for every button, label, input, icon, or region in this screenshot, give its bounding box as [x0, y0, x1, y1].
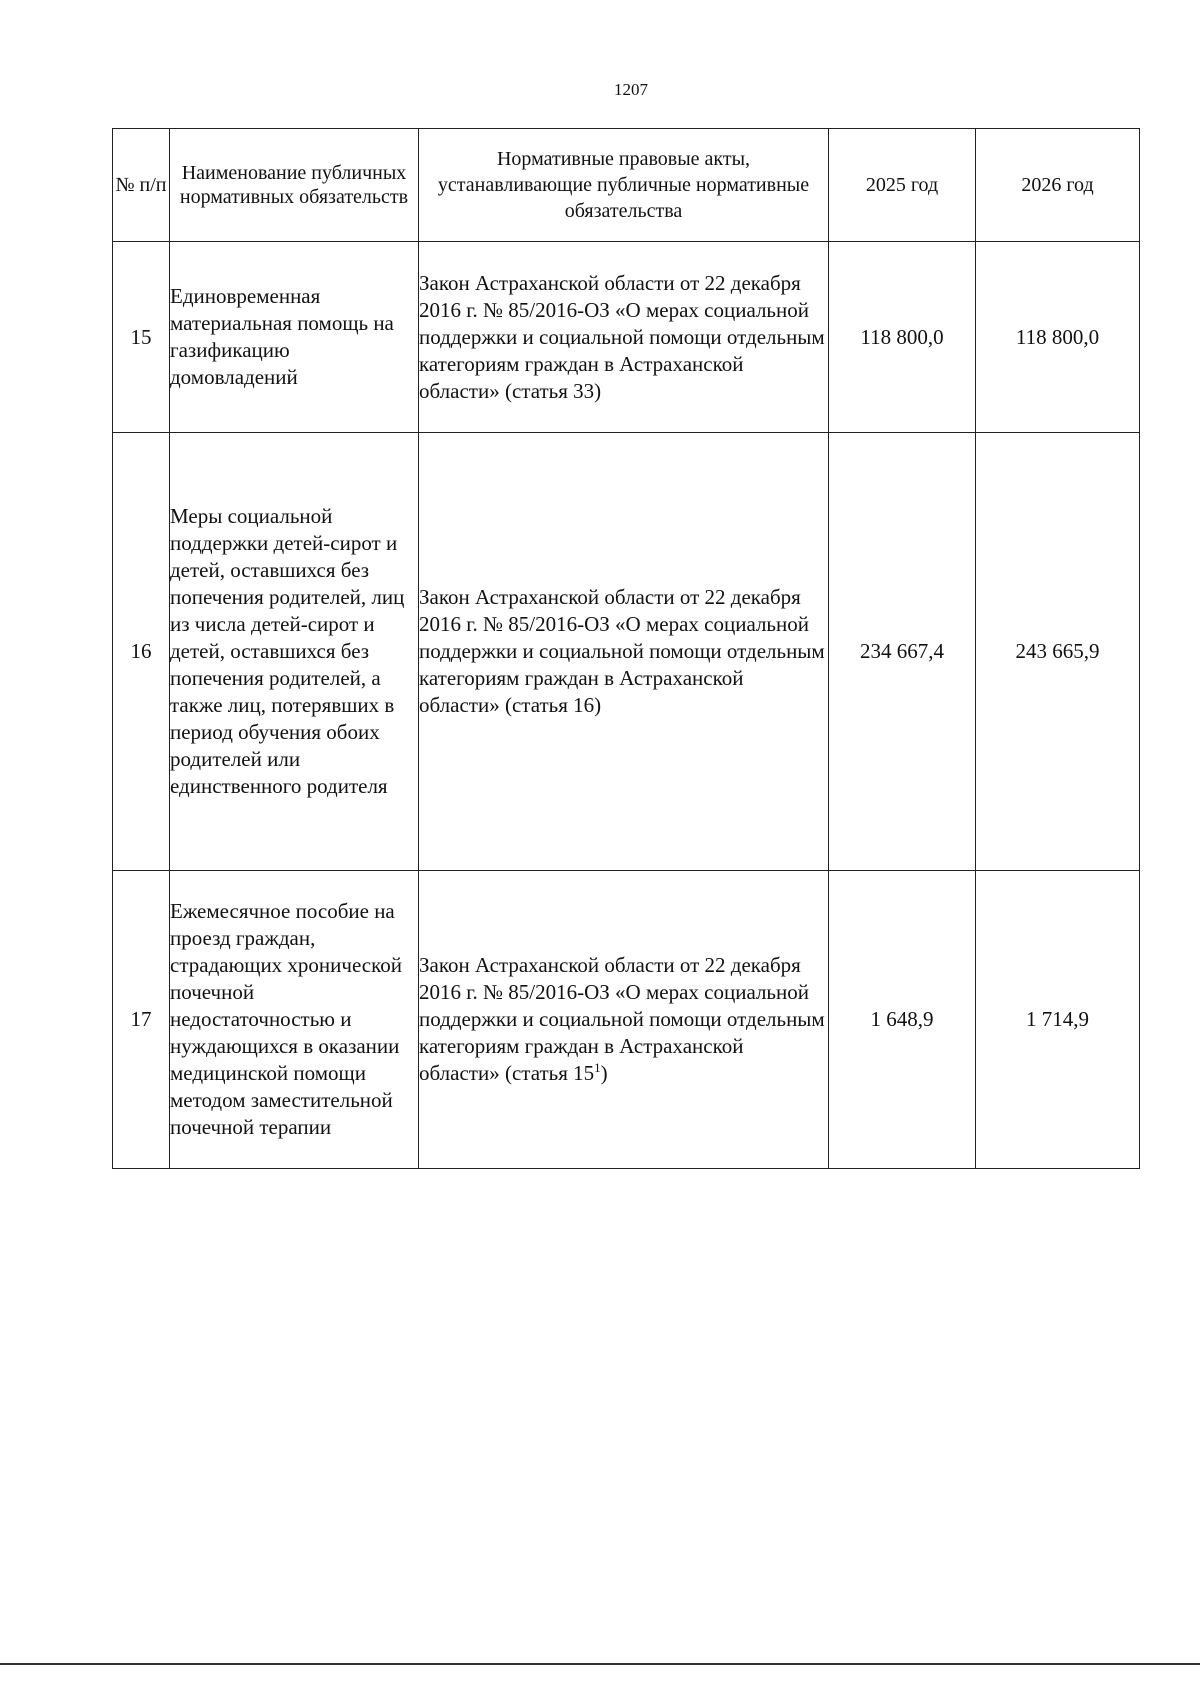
header-obligation-name: Наименование публичных нормативных обязательств	[170, 129, 419, 242]
obligation-name: Ежемесячное пособие на проезд граждан, страдающих хронической почечной недостаточностью и нуждающихся в оказании медицинской помощи методом заместительной почечной терапии	[170, 871, 419, 1169]
table-row	[113, 433, 1140, 871]
legal-act-text: Закон Астраханской области от 22 декабря 2016 г. № 85/2016-ОЗ «О мерах социальной поддержки и социальной помощи отдельным категориям граждан в Астраханской области» (статья 15	[419, 953, 825, 1085]
table-header-row	[113, 129, 1140, 242]
legal-act	[419, 433, 829, 871]
legal-act-close: )	[600, 1061, 608, 1085]
legal-act-superscript: 1	[594, 1060, 601, 1075]
amount-2025: 234 667,4	[829, 433, 976, 871]
table-row	[113, 871, 1140, 1169]
page-bottom-rule	[0, 1663, 1200, 1665]
amount-2026: 118 800,0	[976, 242, 1140, 433]
table-row	[113, 242, 1140, 433]
amount-2025: 118 800,0	[829, 242, 976, 433]
amount-2026: 1 714,9	[976, 871, 1140, 1169]
obligations-table	[112, 128, 1140, 1169]
row-number: 15	[113, 242, 170, 433]
header-year-2026: 2026 год	[976, 129, 1140, 242]
legal-act-text: Закон Астраханской области от 22 декабря 2016 г. № 85/2016-ОЗ «О мерах социальной поддержки и социальной помощи отдельным категориям граждан в Астраханской области» (статья 16)	[419, 585, 825, 717]
legal-act	[419, 871, 829, 1169]
row-number: 16	[113, 433, 170, 871]
obligation-name: Меры социальной поддержки детей-сирот и детей, оставшихся без попечения родителей, лиц из числа детей-сирот и детей, оставшихся без попечения родителей, а также лиц, потерявших в период обучения обоих родителей или единственного родителя	[170, 433, 419, 871]
amount-2025: 1 648,9	[829, 871, 976, 1169]
header-year-2025: 2025 год	[829, 129, 976, 242]
legal-act-text: Закон Астраханской области от 22 декабря 2016 г. № 85/2016-ОЗ «О мерах социальной поддержки и социальной помощи отдельным категориям граждан в Астраханской области» (статья 33)	[419, 270, 825, 403]
amount-2026: 243 665,9	[976, 433, 1140, 871]
page-number: 1207	[614, 80, 648, 99]
header-number: № п/п	[113, 129, 170, 242]
legal-act	[419, 242, 829, 433]
row-number: 17	[113, 871, 170, 1169]
obligation-name: Единовременная материальная помощь на газификацию домовладений	[170, 242, 419, 433]
header-legal-acts: Нормативные правовые акты, устанавливающие публичные нормативные обязательства	[419, 129, 829, 242]
